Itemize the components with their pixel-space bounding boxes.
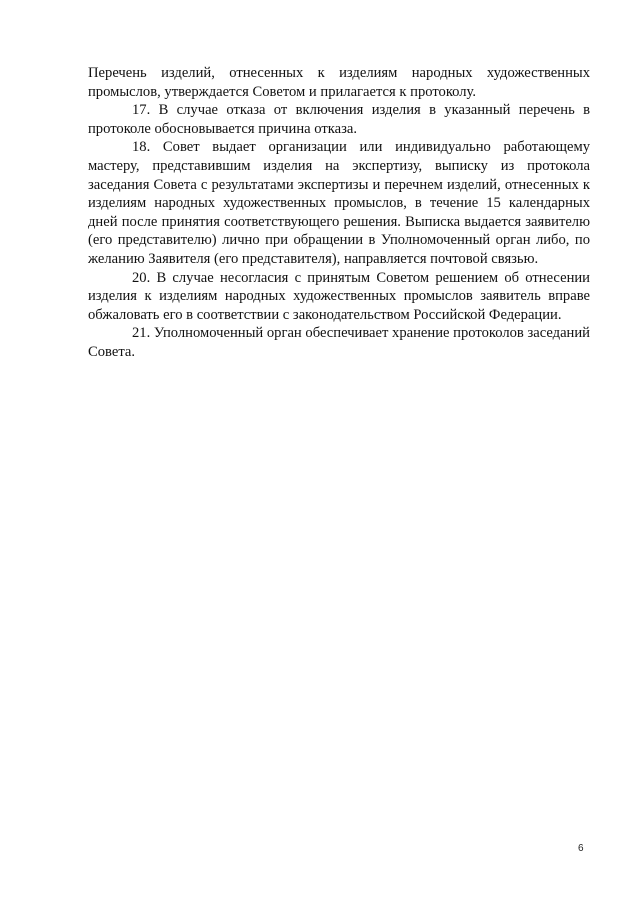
document-body [88, 64, 590, 362]
paragraph-18-extract: 18. Совет выдает организации или индивидуально работающему мастеру, представившим изделия на экспертизу, выписку из протокола заседания Совета с результатами экспертизы и перечнем изделий, отнесенных к изделиям народных художественных промыслов, в течение 15 календарных дней после принятия соответствующего решения. Выписка выдается заявителю (его представителю) лично при обращении в Уполномоченный орган либо, по желанию Заявителя (его представителя), направляется почтовой связью. [88, 139, 590, 267]
paragraph-20-appeal: 20. В случае несогласия с принятым Советом решением об отнесении изделия к изделиям народных художественных промыслов заявитель вправе обжаловать его в соответствии с законодательством Российской Федерации. [88, 269, 590, 323]
paragraph-17-refusal: 17. В случае отказа от включения изделия в указанный перечень в протоколе обосновывается причина отказа. [88, 102, 590, 137]
page-number: 6 [578, 843, 584, 854]
paragraph-21-storage: 21. Уполномоченный орган обеспечивает хранение протоколов заседаний Совета. [88, 325, 590, 360]
paragraph-list-approval: Перечень изделий, отнесенных к изделиям народных художественных промыслов, утверждается Советом и прилагается к протоколу. [88, 65, 590, 100]
